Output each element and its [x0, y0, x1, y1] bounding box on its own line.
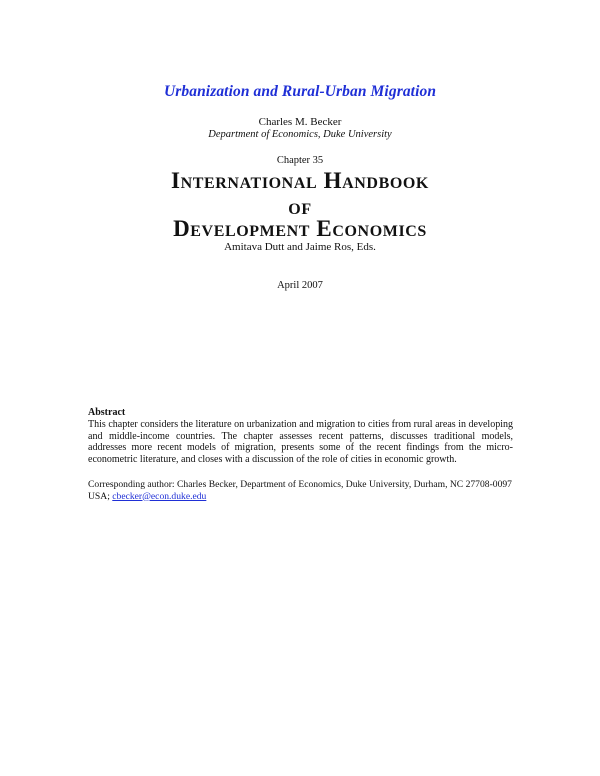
abstract-body: This chapter considers the literature on urbanization and migration to cities from rural areas in developing and middle-income countries. The chapter assesses recent patterns, discusses traditional models, addresses more recent models of migration, presents some of the recent findings from the micro-econometric literature, and closes with a discussion of the role of cities in economic growth. [88, 418, 513, 466]
abstract-section [88, 407, 513, 466]
abstract-heading: Abstract [88, 407, 126, 418]
chapter-label: Chapter 35 [276, 155, 324, 166]
publication-date: April 2007 [277, 280, 323, 291]
email-link[interactable]: cbecker@econ.duke.edu [112, 490, 207, 502]
corresponding-author-line: Corresponding author: Charles Becker, Department of Economics, Duke University, Durham, NC 27708-0097 [88, 479, 512, 490]
country-prefix: USA; [88, 490, 113, 502]
editors-line: Amitava Dutt and Jaime Ros, Eds. [224, 241, 376, 253]
book-title-line-3: Development Economics [173, 216, 427, 241]
book-title-line-1: International Handbook [171, 168, 429, 193]
book-title-line-2: of [288, 194, 312, 219]
corresponding-author-block [88, 479, 518, 502]
author-affiliation: Department of Economics, Duke University [208, 129, 392, 140]
paper-title: Urbanization and Rural-Urban Migration [163, 83, 437, 100]
corresponding-author-line-2 [88, 491, 518, 503]
author-name: Charles M. Becker [258, 116, 342, 128]
